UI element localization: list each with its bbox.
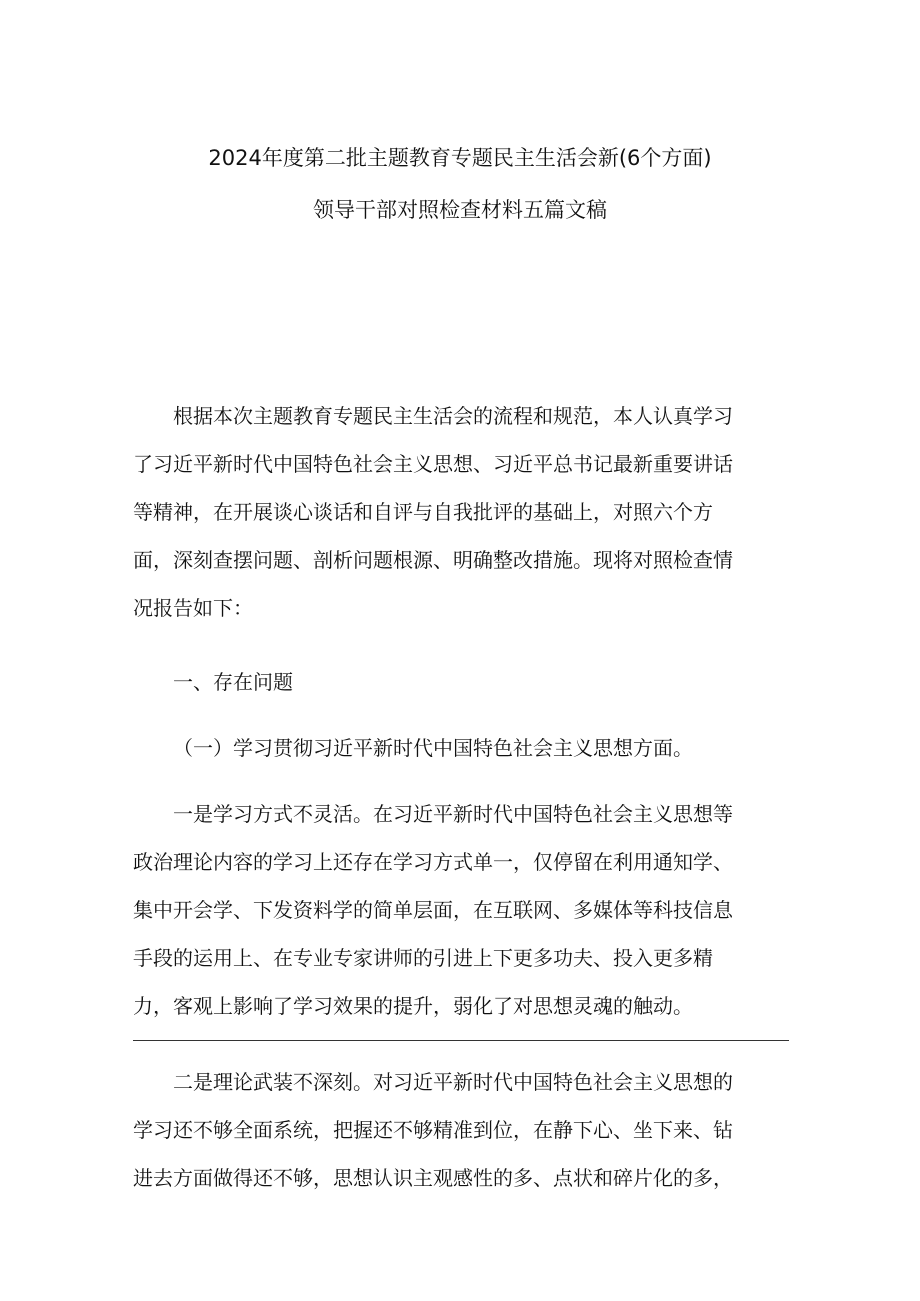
section-heading — [133, 658, 793, 706]
text-line: 根据本次主题教育专题民主生活会的流程和规范，本人认真学习 — [173, 404, 733, 428]
intro-paragraph — [133, 392, 793, 632]
text-line: 政治理论内容的学习上还存在学习方式单一，仅停留在利用通知学、 — [133, 850, 733, 874]
text-line: 二是理论武装不深刻。对习近平新时代中国特色社会主义思想的 — [173, 1070, 733, 1094]
text-line: 况报告如下： — [133, 596, 253, 620]
text-line: 手段的运用上、在专业专家讲师的引进上下更多功夫、投入更多精 — [133, 946, 713, 970]
text-line: 等精神，在开展谈心谈话和自评与自我批评的基础上，对照六个方 — [133, 500, 713, 524]
text-line: 一是学习方式不灵活。在习近平新时代中国特色社会主义思想等 — [173, 802, 733, 826]
subsection-heading — [133, 724, 793, 772]
text-line: 力，客观上影响了学习效果的提升，弱化了对思想灵魂的触动。 — [133, 994, 693, 1018]
paragraph-study-method — [133, 790, 793, 1030]
section-heading-text: 一、存在问题 — [173, 670, 293, 694]
subsection-heading-text: （一）学习贯彻习近平新时代中国特色社会主义思想方面。 — [173, 736, 693, 760]
text-line: 面，深刻查摆问题、剖析问题根源、明确整改措施。现将对照检查情 — [133, 548, 733, 572]
text-line: 了习近平新时代中国特色社会主义思想、习近平总书记最新重要讲话 — [133, 452, 733, 476]
text-line: 集中开会学、下发资料学的简单层面，在互联网、多媒体等科技信息 — [133, 898, 733, 922]
document-title-line-2: 领导干部对照检查材料五篇文稿 — [313, 198, 607, 222]
document-title-line-1: 2024年度第二批主题教育专题民主生活会新(6个方面) — [208, 146, 712, 170]
text-line: 学习还不够全面系统，把握还不够精准到位，在静下心、坐下来、钻 — [133, 1118, 733, 1142]
paragraph-theory-armament — [133, 1058, 793, 1202]
text-line: 进去方面做得还不够，思想认识主观感性的多、点状和碎片化的多， — [133, 1166, 733, 1190]
horizontal-divider — [133, 1040, 789, 1041]
